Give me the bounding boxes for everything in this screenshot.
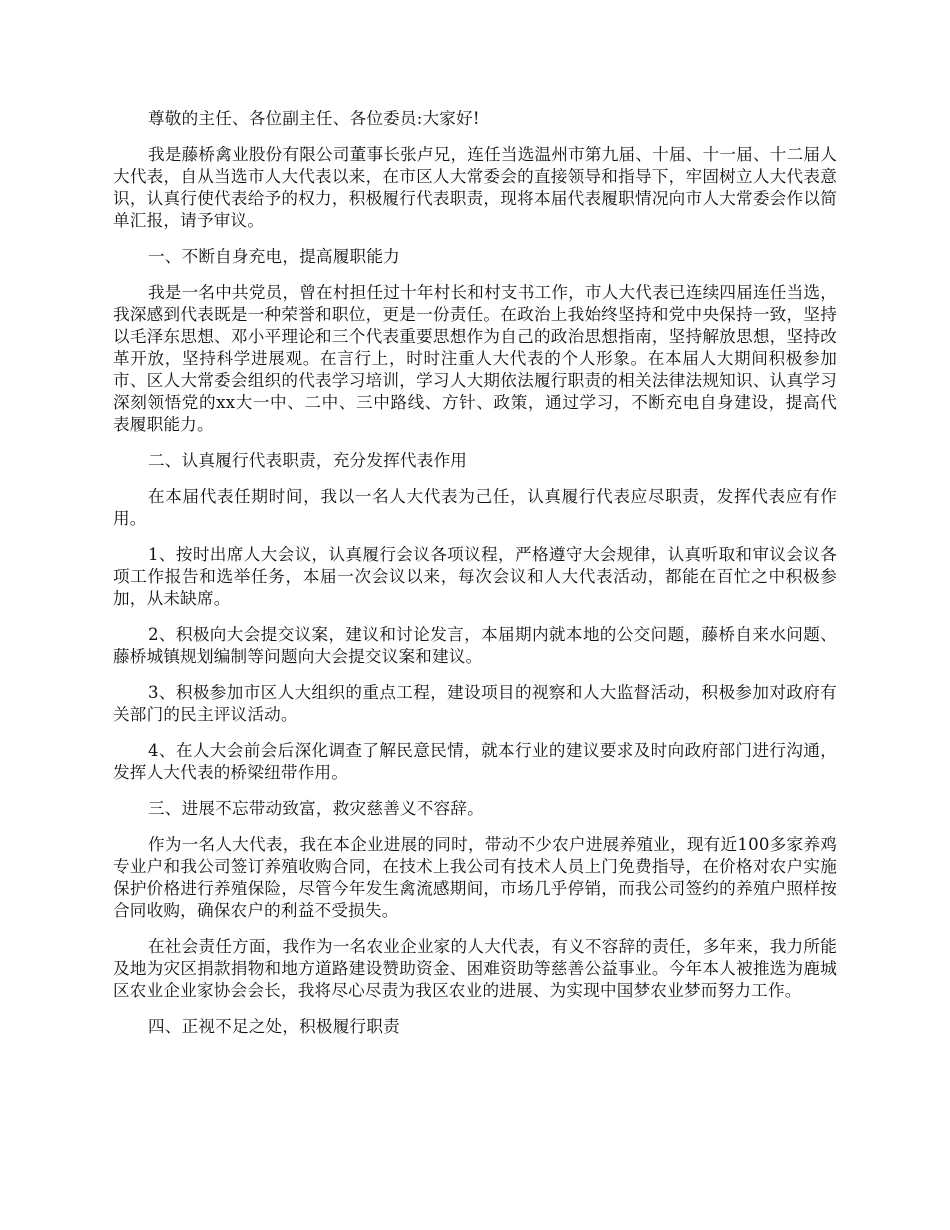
intro-paragraph: 我是藤桥禽业股份有限公司董事长张卢兄，连任当选温州市第九届、十届、十一届、十二届人大代表，自从当选市人大代表以来，在市区人大常委会的直接领导和指导下，牢固树立人大代表意识，认真行使代表给予的权力，积极履行代表职责，现将本届代表履职情况向市人大常委会作以简单汇报，请予审议。	[113, 145, 837, 230]
body-paragraph: 我是一名中共党员，曾在村担任过十年村长和村支书工作，市人大代表已连续四届连任当选，我深感到代表既是一种荣誉和职位，更是一份责任。在政治上我始终坚持和党中央保持一致，坚持以毛泽东思想、邓小平理论和三个代表重要思想作为自己的政治思想指南，坚持解放思想，坚持改革开放，坚持科学进展观。在言行上，时时注重人大代表的个人形象。在本届人大期间积极参加市、区人大常委会组织的代表学习培训，学习人大期依法履行职责的相关法律法规知识、认真学习深刻领悟党的xx大一中、二中、三中路线、方针、政策，通过学习，不断充电自身建设，提高代表履职能力。	[113, 283, 837, 434]
section-heading-4: 四、正视不足之处，积极履行职责	[148, 1017, 400, 1036]
body-paragraph: 在社会责任方面，我作为一名农业企业家的人大代表，有义不容辞的责任，多年来，我力所能及地为灾区捐款捐物和地方道路建设赞助资金、困难资助等慈善公益事业。今年本人被推选为鹿城区农业企业家协会会长，我将尽心尽责为我区农业的进展、为实现中国梦农业梦而努力工作。	[113, 937, 837, 1000]
body-paragraph: 作为一名人大代表，我在本企业进展的同时，带动不少农户进展养殖业，现有近100多家养鸡专业户和我公司签订养殖收购合同，在技术上我公司有技术人员上门免费指导，在价格对农户实施保护价格进行养殖保险，尽管今年发生禽流感期间，市场几乎停销，而我公司签约的养殖户照样按合同收购，确保农户的利益不受损失。	[113, 835, 837, 920]
list-item-3: 3、积极参加市区人大组织的重点工程，建设项目的视察和人大监督活动，积极参加对政府有关部门的民主评议活动。	[113, 683, 837, 724]
document-body	[113, 108, 837, 1052]
list-item-2: 2、积极向大会提交议案，建议和讨论发言，本届期内就本地的公交问题，藤桥自来水问题、藤桥城镇规划编制等问题向大会提交议案和建议。	[113, 625, 837, 666]
section-heading-1: 一、不断自身充电，提高履职能力	[148, 247, 400, 266]
list-item-1: 1、按时出席人大会议，认真履行会议各项议程，严格遵守大会规律，认真听取和审议会议各项工作报告和选举任务，本届一次会议以来，每次会议和人大代表活动，都能在百忙之中积极参加，从未缺席。	[113, 545, 837, 608]
body-paragraph: 在本届代表任期时间，我以一名人大代表为己任，认真履行代表应尽职责，发挥代表应有作用。	[113, 487, 837, 528]
section-heading-3: 三、进展不忘带动致富，救灾慈善义不容辞。	[148, 799, 484, 818]
greeting-paragraph: 尊敬的主任、各位副主任、各位委员:大家好!	[148, 109, 480, 128]
list-item-4: 4、在人大会前会后深化调查了解民意民情，就本行业的建议要求及时向政府部门进行沟通，发挥人大代表的桥梁纽带作用。	[113, 741, 837, 782]
section-heading-2: 二、认真履行代表职责，充分发挥代表作用	[148, 451, 468, 470]
